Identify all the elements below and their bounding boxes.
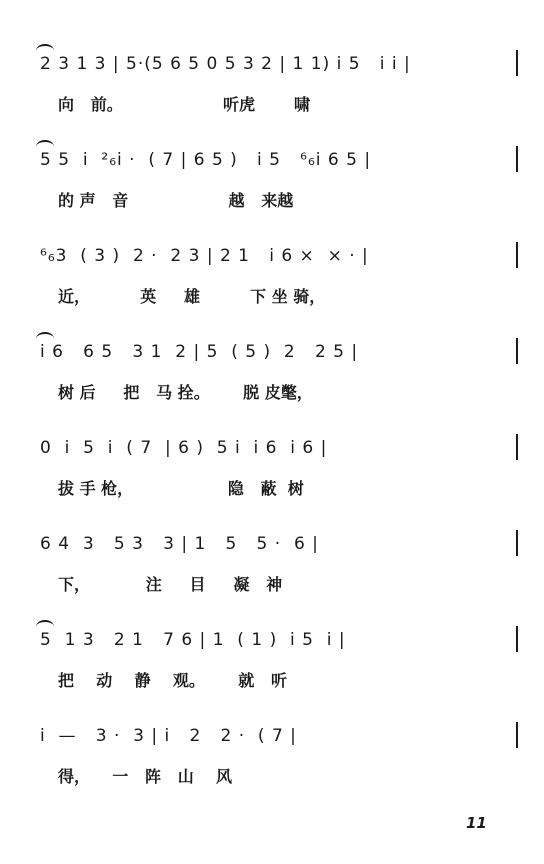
lyrics-line: 得， 一 阵 山 风 (58, 767, 232, 786)
lyrics-line: 下， 注 目 凝 神 (58, 575, 283, 594)
barline (516, 530, 518, 556)
score-system (0, 394, 544, 498)
score-system (0, 490, 544, 594)
score-system (0, 298, 544, 402)
score-system (0, 202, 544, 306)
notation-line: 2 3 1 3 | 5·(5 6 5 0 5 3 2 | 1 1) i 5 i i | (40, 54, 411, 74)
notation-line: 6 4 3 5 3 3 | 1 5 5 · 6 | (40, 534, 319, 554)
barline (516, 146, 518, 172)
lyrics-line: 近， 英 雄 下 坐 骑， (58, 287, 326, 306)
barline (516, 242, 518, 268)
notation-line: 0 i 5 i ( 7 | 6 ) 5 i i 6 i 6 | (40, 438, 328, 458)
barline (516, 434, 518, 460)
tie-mark (36, 140, 54, 148)
notation-line: 5 1 3 2 1 7 6 | 1 ( 1 ) i 5 i | (40, 630, 346, 650)
page-number: 11 (466, 814, 487, 832)
slur-mark (36, 332, 54, 340)
lyrics-line: 向 前。 听虎 啸 (58, 95, 310, 114)
barline (516, 626, 518, 652)
lyrics-line: 的 声 音 越 来越 (58, 191, 294, 210)
notation-line: ⁶₆3 ( 3 ) 2 · 2 3 | 2 1 i 6 × × · | (40, 246, 369, 266)
tie-mark (36, 620, 54, 628)
barline (516, 722, 518, 748)
score-system (0, 586, 544, 690)
barline (516, 50, 518, 76)
notation-line: 5 5 i ²₆i · ( 7 | 6 5 ) i 5 ⁶₆i 6 5 | (40, 150, 372, 170)
lyrics-line: 树 后 把 马 拴。 脱 皮氅， (58, 383, 313, 402)
notation-line: i — 3 · 3 | i 2 2 · ( 7 | (40, 726, 297, 746)
lyrics-line: 把 动 静 观。 就 听 (58, 671, 287, 690)
tie-mark (36, 44, 54, 52)
score-system (0, 682, 544, 786)
score-system (0, 106, 544, 210)
lyrics-line: 拔 手 枪， 隐 蔽 树 (58, 479, 304, 498)
notation-line: i 6 6 5 3 1 2 | 5 ( 5 ) 2 2 5 | (40, 342, 359, 362)
barline (516, 338, 518, 364)
score-system (0, 10, 544, 114)
